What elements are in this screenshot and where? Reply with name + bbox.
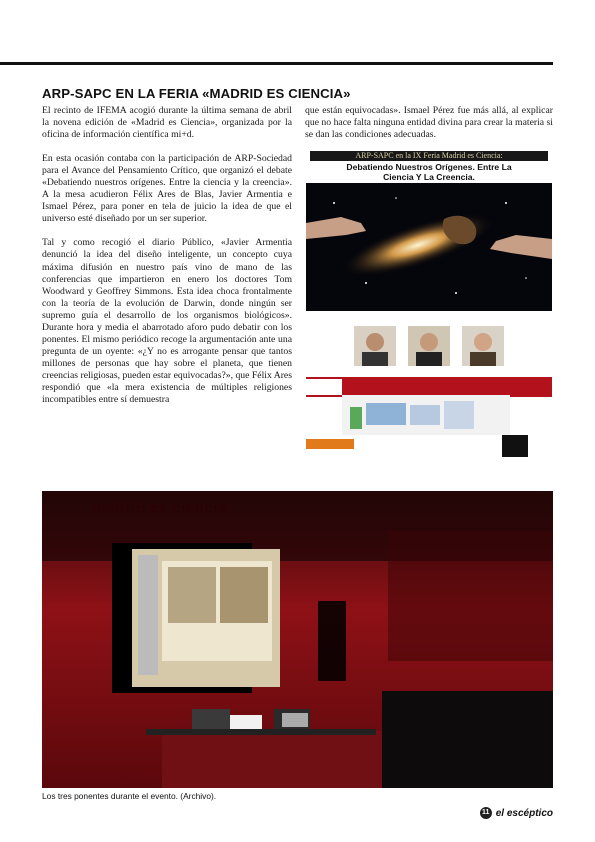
- poster-cosmos-image: [306, 183, 552, 311]
- banner-text: madrid es ciencia: [92, 500, 227, 517]
- photo-caption: Los tres ponentes durante el evento. (Archivo).: [42, 791, 217, 801]
- page-footer: [480, 807, 553, 819]
- paragraph-3: Tal y como recogió el diario Público, «Javier Armentia denunció la idea del diseño inteligente, un concepto cuya máxima difusión en nuestro país vino de mano de las conferencias que impartieron en enero los doctores Tom Woodward y Geoffrey Simmons. Esta idea choca frontalmente con la teoría de la evolución de Darwin, donde ningún ser supremo guía el desarrollo de los organismos biológicos». Durante hora y media el abarrotado aforo pudo debatir con los ponentes. El mismo periódico recoge la argumentación ante una pregunta de un oyente: «¿Y no es arrogante pensar que tantos millones de personas que hay sobre el planeta, que tienen creencias religiosas, pueden estar equivocadas?», que Félix Ares respondió que «la mera existencia de múltiples religiones incompatibles entre sí demuestra: [42, 237, 292, 406]
- event-poster: [306, 149, 552, 461]
- article-headline: ARP-SAPC EN LA FERIA «MADRID ES CIENCIA»: [42, 86, 351, 101]
- event-photo: [42, 491, 553, 788]
- paragraph-2: En esta ocasión contaba con la participación de ARP-Sociedad para el Avance del Pensamiento Crítico, que organizó el debate «Debatiendo nuestros orígenes. Entre la ciencia y la creencia». A la mesa acudieron Félix Ares de Blas, Javier Armentia e Ismael Pérez, para poner en tela de juicio la idea de que el universo esté diseñado por un ser superior.: [42, 153, 292, 225]
- poster-subtitle-line-1: Debatiendo Nuestros Orígenes. Entre La: [346, 162, 512, 172]
- paragraph-4: que están equivocadas». Ismael Pérez fue más allá, al explicar que no hace falta ninguna entidad divina para crear la materia si se dan las condiciones adecuadas.: [305, 105, 553, 141]
- poster-title: ARP-SAPC en la IX Feria Madrid es Ciencia:: [310, 151, 548, 161]
- poster-speakers: [350, 326, 510, 374]
- article-column-2: [305, 105, 553, 153]
- article-column-1: [42, 105, 292, 418]
- top-rule: [0, 62, 553, 65]
- page-number: 11: [480, 807, 492, 819]
- poster-subtitle-line-2: Ciencia Y La Creencia.: [383, 172, 475, 182]
- poster-event-info: [306, 377, 552, 461]
- paragraph-1: El recinto de IFEMA acogió durante la última semana de abril la novena edición de «Madrid es Ciencia», organizada por la oficina de información científica mi+d.: [42, 105, 292, 141]
- magazine-name: el escéptico: [495, 807, 553, 819]
- poster-subtitle: [306, 162, 552, 182]
